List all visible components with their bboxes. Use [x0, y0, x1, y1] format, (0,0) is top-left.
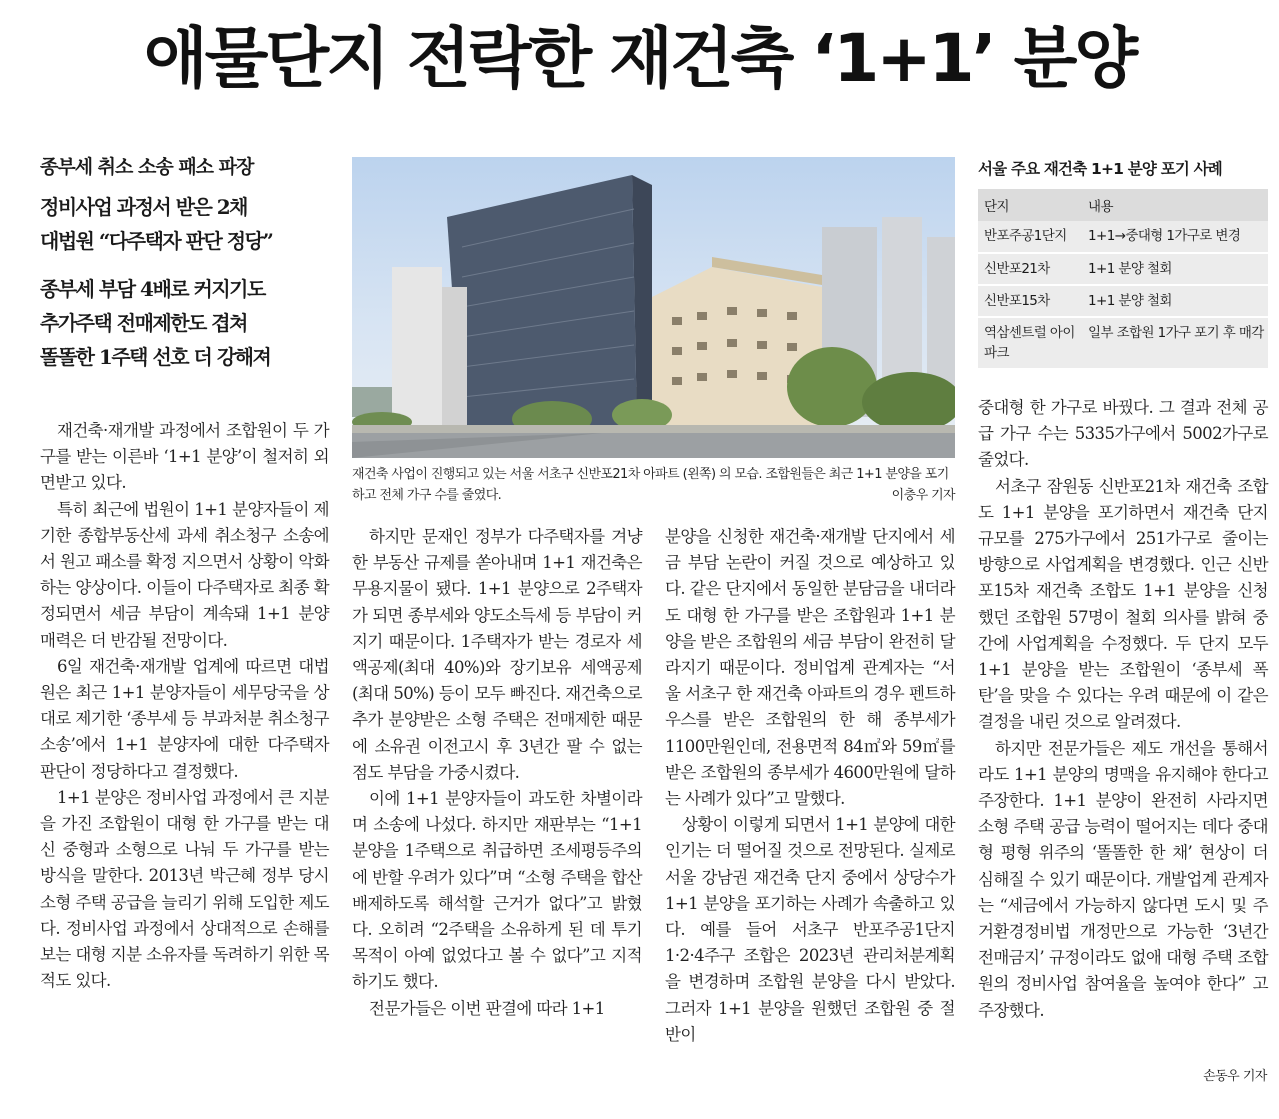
article-column-4 — [978, 395, 1268, 1024]
paragraph: 하지만 문재인 정부가 다주택자를 겨냥한 부동산 규제를 쏟아내며 1+1 재건축은 무용지물이 됐다. 1+1 분양으로 2주택자가 되면 종부세와 양도소득세 등 부담이 커지기 때문이다. 1주택자가 받는 경로자 세액공제(최대 40%)와 장기보유 세액공제(최대 50%) 등이 모두 빠진다. 재건축으로 추가 분양받은 소형 주택은 전매제한 때문에 소유권 이전고시 후 3년간 팔 수 없는 점도 부담을 가중시켰다. — [352, 527, 642, 782]
photo-credit: 이충우 기자 — [891, 488, 955, 503]
cases-table — [978, 189, 1268, 370]
paragraph: 중대형 한 가구로 바꿨다. 그 결과 전체 공급 가구 수는 5335가구에서 5002가구로 줄었다. — [978, 398, 1268, 470]
subhead-group-2 — [40, 272, 330, 374]
paragraph: 특히 최근에 법원이 1+1 분양자들이 제기한 종합부동산세 과세 취소청구 소송에서 원고 패소를 확정 지으면서 상황이 악화하는 양상이다. 이들이 다주택자로 최종 확정되면서 세금 부담이 계속돼 1+1 분양 매력은 더 반감될 전망이다. — [40, 499, 329, 650]
news-photo — [352, 157, 955, 458]
table-cell-content: 1+1 분양 철회 — [1082, 253, 1268, 285]
table-row — [978, 285, 1268, 317]
article-column-1 — [40, 418, 329, 994]
paragraph: 상황이 이렇게 되면서 1+1 분양에 대한 인기는 더 떨어질 것으로 전망된다. 실제로 서울 강남권 재건축 단지 중에서 상당수가 1+1 분양을 포기하는 사례가 속출하고 있다. 예를 들어 서초구 반포주공1단지 1·2·4주구 조합은 2023년 관리처분계획을 변경하며 조합원 분양을 다시 받았다. 그러자 1+1 분양을 원했던 조합원 중 절반이 — [665, 815, 955, 1044]
table-header-row — [978, 189, 1268, 221]
subhead-line: 대법원 “다주택자 판단 정당” — [40, 229, 273, 253]
paragraph: 분양을 신청한 재건축·재개발 단지에서 세금 부담 논란이 커질 것으로 예상하고 있다. 같은 단지에서 동일한 분담금을 내더라도 대형 한 가구를 받은 조합원과 1+1 분양을 받은 조합원의 세금 부담이 완전히 달라지기 때문이다. 정비업계 관계자는 “서울 서초구 한 재건축 아파트의 경우 펜트하우스를 받은 조합원의 한 해 종부세가 1100만원인데, 전용면적 84㎡와 59㎡를 받은 조합원의 종부세가 4600만원에 달하는 사례가 있다”고 말했다. — [665, 527, 955, 809]
table-row — [978, 221, 1268, 253]
subhead-group-1 — [40, 190, 330, 258]
caption-text: 재건축 사업이 진행되고 있는 서울 서초구 신반포21차 아파트 (왼쪽) 의 모습. 조합원들은 최근 1+1 분양을 포기하고 전체 가구 수를 줄였다. — [352, 467, 949, 503]
table-header: 내용 — [1082, 189, 1268, 221]
paragraph: 서초구 잠원동 신반포21차 재건축 조합도 1+1 분양을 포기하면서 재건축 단지 규모를 275가구에서 251가구로 줄이는 방향으로 사업계획을 변경했다. 인근 신반포15차 재건축 조합도 1+1 분양을 신청했던 조합원 57명이 철회 의사를 밝혀 중간에 사업계획을 수정했다. 두 단지 모두 1+1 분양을 받는 조합원이 ‘종부세 폭탄’을 맞을 수 있다는 우려 때문에 이 같은 결정을 내린 것으로 알려졌다. — [978, 476, 1268, 732]
table-cell-name: 신반포21차 — [978, 253, 1082, 285]
subheads — [40, 150, 330, 388]
table-row — [978, 253, 1268, 285]
paragraph: 전문가들은 이번 판결에 따라 1+1 — [369, 998, 605, 1018]
sidebar-title: 서울 주요 재건축 1+1 분양 포기 사례 — [978, 160, 1222, 178]
subhead-line: 똘똘한 1주택 선호 더 강해져 — [40, 345, 271, 369]
byline: 손동우 기자 — [1203, 1069, 1267, 1084]
subhead-line: 종부세 부담 4배로 커지기도 — [40, 277, 265, 301]
apartment-photo-illustration — [352, 157, 955, 458]
table-cell-name: 신반포15차 — [978, 285, 1082, 317]
table-cell-content: 1+1 분양 철회 — [1082, 285, 1268, 317]
paragraph: 재건축·재개발 과정에서 조합원이 두 가구를 받는 이른바 ‘1+1 분양’이 철저히 외면받고 있다. — [40, 421, 329, 493]
paragraph: 하지만 전문가들은 제도 개선을 통해서라도 1+1 분양의 명맥을 유지해야 한다고 주장한다. 1+1 분양이 완전히 사라지면 소형 주택 공급 능력이 떨어지는 데다 중대형 평형 위주의 ‘똘똘한 한 채’ 현상이 더 심해질 수 있기 때문이다. 개발업계 관계자는 “세금에서 가능하지 않다면 도시 및 주거환경정비법 개정만으로 가능한 ‘3년간 전매금지’ 규정이라도 없애 대형 주택 조합원의 정비사업 참여율을 높여야 한다” 고 주장했다. — [978, 738, 1268, 1020]
paragraph: 6일 재건축·재개발 업계에 따르면 대법원은 최근 1+1 분양자들이 세무당국을 상대로 제기한 ‘종부세 등 부과처분 취소청구 소송’에서 1+1 분양자에 대한 다주택자 판단이 정당하다고 결정했다. — [40, 656, 329, 781]
table-cell-content: 일부 조합원 1가구 포기 후 매각 — [1082, 317, 1268, 369]
sidebar-table-box — [978, 155, 1268, 370]
paragraph: 1+1 분양은 정비사업 과정에서 큰 지분을 가진 조합원이 대형 한 가구를 받는 대신 중형과 소형으로 나눠 두 가구를 받는 방식을 말한다. 2013년 박근혜 정부 당시 소형 주택 공급을 늘리기 위해 도입한 제도다. 정비사업 과정에서 상대적으로 손해를 보는 대형 지분 소유자를 독려하기 위한 목적도 있다. — [40, 787, 329, 991]
headline: 애물단지 전락한 재건축 ‘1+1’ 분양 — [143, 20, 1136, 97]
table-cell-content: 1+1→중대형 1가구로 변경 — [1082, 221, 1268, 253]
photo-caption — [352, 464, 955, 506]
table-header: 단지 — [978, 189, 1082, 221]
subhead-line: 정비사업 과정서 받은 2채 — [40, 195, 248, 219]
paragraph: 이에 1+1 분양자들이 과도한 차별이라며 소송에 나섰다. 하지만 재판부는 “1+1 분양을 1주택으로 취급하면 조세평등주의에 반할 우려가 있다”며 “소형 주택을 합산 배제하도록 해석할 근거가 없다”고 밝혔다. 오히려 “2주택을 소유하게 된 데 투기 목적이 아예 없었다고 볼 수 없다”고 지적하기도 했다. — [352, 789, 642, 992]
kicker: 종부세 취소 소송 패소 파장 — [40, 156, 254, 178]
article-column-3 — [665, 524, 955, 1048]
subhead-line: 추가주택 전매제한도 겹쳐 — [40, 311, 247, 335]
table-row — [978, 317, 1268, 369]
table-cell-name: 반포주공1단지 — [978, 221, 1082, 253]
article-column-2 — [352, 524, 642, 1022]
table-cell-name: 역삼센트럴 아이파크 — [978, 317, 1082, 369]
